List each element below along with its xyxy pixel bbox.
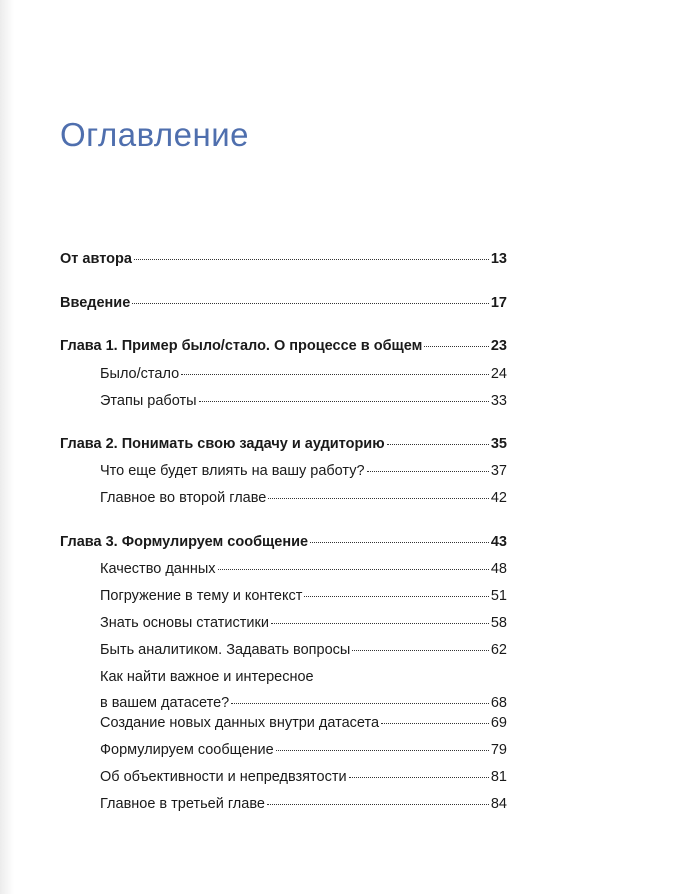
toc-entry-label: Погружение в тему и контекст <box>100 588 303 604</box>
toc-entry-label: Быть аналитиком. Задавать вопросы <box>100 642 351 658</box>
dot-leader <box>310 542 489 543</box>
toc-entry-label-line2: в вашем датасете? <box>100 695 230 711</box>
dot-leader <box>352 650 489 651</box>
dot-leader <box>231 703 489 704</box>
toc-entry-section[interactable] <box>100 741 507 759</box>
toc-entry-intro[interactable] <box>60 294 507 312</box>
toc-page-number: 23 <box>490 338 507 354</box>
toc-page-number: 69 <box>490 715 507 731</box>
dot-leader <box>218 569 489 570</box>
toc-entry-label: Глава 1. Пример было/стало. О процессе в общем <box>60 338 423 354</box>
toc-entry-label: Главное в третьей главе <box>100 796 265 812</box>
toc-page-number: 37 <box>490 463 507 479</box>
toc-entry-label: Глава 3. Формулируем сообщение <box>60 534 309 550</box>
toc-page-number: 58 <box>490 615 507 631</box>
toc-page-number: 51 <box>490 588 507 604</box>
dot-leader <box>276 750 489 751</box>
dot-leader <box>181 374 489 375</box>
dot-leader <box>424 346 488 347</box>
toc-entry-label: Об объективности и непредвзятости <box>100 769 347 785</box>
toc-page-number: 81 <box>490 769 507 785</box>
toc-page-number: 62 <box>490 642 507 658</box>
toc-entry-section[interactable] <box>100 714 507 732</box>
toc-entry-label: Формулируем сообщение <box>100 742 274 758</box>
toc-page-number: 68 <box>490 695 507 711</box>
toc-entry-section[interactable] <box>100 365 507 383</box>
toc-entry-section[interactable] <box>100 641 507 659</box>
dot-leader <box>349 777 489 778</box>
toc-entry-label: Глава 2. Понимать свою задачу и аудиторию <box>60 436 385 452</box>
toc-entry-section[interactable] <box>100 392 507 410</box>
toc-entry-label: Было/стало <box>100 366 180 382</box>
dot-leader <box>367 471 489 472</box>
toc-entry-chapter-3[interactable] <box>60 533 507 551</box>
toc-page-number: 42 <box>490 490 507 506</box>
toc-entry-label: От автора <box>60 251 132 267</box>
dot-leader <box>268 498 489 499</box>
page-title: Оглавление <box>60 116 249 153</box>
toc-page-number: 17 <box>490 295 507 311</box>
toc-page-number: 84 <box>490 796 507 812</box>
toc-page-number: 48 <box>490 561 507 577</box>
toc-entry-section[interactable] <box>100 489 507 507</box>
dot-leader <box>267 804 489 805</box>
toc-page-number: 79 <box>490 742 507 758</box>
toc-entry-label: Знать основы статистики <box>100 615 269 631</box>
toc-entry-label: Главное во второй главе <box>100 490 267 506</box>
toc-entry-section[interactable] <box>100 587 507 605</box>
toc-page-number: 13 <box>490 251 507 267</box>
toc-page-number: 35 <box>490 436 507 452</box>
toc-entry-section[interactable] <box>100 768 507 786</box>
toc-entry-section[interactable] <box>100 462 507 480</box>
toc-page-number: 43 <box>490 534 507 550</box>
toc-entry-label-line1: Как найти важное и интересное <box>100 669 314 685</box>
toc-entry-chapter-2[interactable] <box>60 435 507 453</box>
toc-entry-label: Что еще будет влиять на вашу работу? <box>100 463 365 479</box>
dot-leader <box>387 444 489 445</box>
dot-leader <box>134 259 489 260</box>
toc-entry-author[interactable] <box>60 250 507 268</box>
dot-leader <box>132 303 489 304</box>
dot-leader <box>304 596 488 597</box>
dot-leader <box>381 723 489 724</box>
toc-page-number: 24 <box>490 366 507 382</box>
toc-entry-label: Качество данных <box>100 561 216 577</box>
toc-entry-section[interactable] <box>100 560 507 578</box>
toc-entry-label: Создание новых данных внутри датасета <box>100 715 380 731</box>
toc-page-number: 33 <box>490 393 507 409</box>
toc-entry-section[interactable] <box>100 614 507 632</box>
toc-entry-chapter-1[interactable] <box>60 337 507 355</box>
toc-entry-section[interactable] <box>100 795 507 813</box>
page-edge-shadow <box>0 0 14 894</box>
toc-entry-label: Этапы работы <box>100 393 197 409</box>
dot-leader <box>271 623 489 624</box>
dot-leader <box>199 401 489 402</box>
toc-entry-section[interactable] <box>100 668 507 712</box>
toc-entry-label: Введение <box>60 295 131 311</box>
